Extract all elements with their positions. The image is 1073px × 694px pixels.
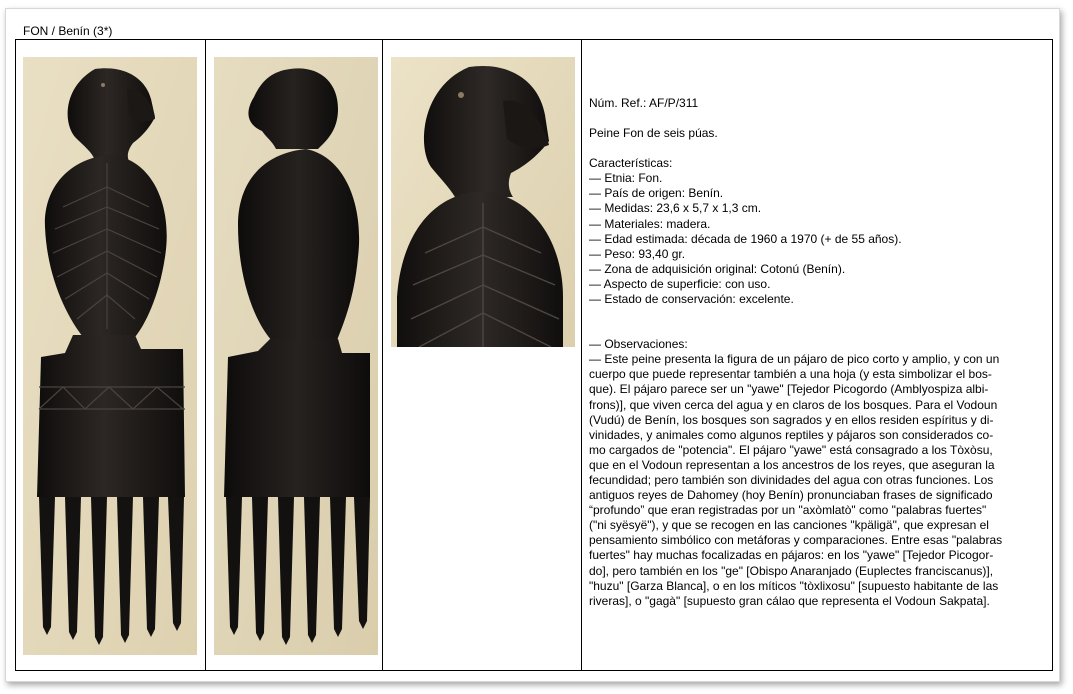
observations-line: mo cargados de "potencia". El pájaro "yawe" está consagrado a los Tòxòsu, — [589, 442, 993, 457]
observations-line: riveras], o "gagà" [supuesto gran cálao que representa el Vodoun Sakpata]. — [589, 593, 990, 608]
observations-title: — Observaciones: — [589, 337, 688, 352]
description-text — [589, 96, 1044, 609]
item-description: Peine Fon de seis púas. — [589, 126, 718, 141]
observations-line: fuertes" hay muchas focalizadas en pájaros: en los "yawe" [Tejedor Picogor- — [589, 548, 994, 563]
characteristic-age: — Edad estimada: década de 1960 a 1970 (+ de 55 años). — [589, 231, 902, 246]
observations-line: "huzu" [Garza Blanca], o en los míticos "tòxlixosu" [supuesto habitante de las — [589, 578, 999, 593]
characteristic-condition: — Estado de conservación: excelente. — [589, 292, 794, 307]
observations-line: “profundo” que eran registradas por un "axòmlatò" como "palabras fuertes" — [589, 503, 987, 518]
comb-head-detail-photo — [391, 57, 575, 347]
observations-line: ("ni syësyë"), y que se recogen en las canciones "kpäligä", que expresan el — [589, 518, 989, 533]
comb-back-photo — [214, 57, 378, 655]
observations-line: fecundidad; pero también son divinidades del agua con otras funciones. Los — [589, 472, 994, 487]
observations-line: que en el Vodoun representan a los ancestros de los reyes, que aseguran la — [589, 457, 995, 472]
observations-line: que). El pájaro parece ser un "yawe" [Tejedor Picogordo (Amblyospiza albi- — [589, 382, 989, 397]
observations-line: cuerpo que puede representar también a una hoja (y esta simbolizar el bos- — [589, 367, 992, 382]
document-sheet — [5, 8, 1060, 682]
observations-line: do], pero también en los "ge" [Obispo Anaranjado (Euplectes franciscanus)], — [589, 563, 994, 578]
characteristic-measures: — Medidas: 23,6 x 5,7 x 1,3 cm. — [589, 201, 762, 216]
comb-front-photo — [23, 57, 197, 655]
photo-cell-detail — [382, 40, 581, 670]
observations-line: (Vudú) de Benín, los bosques son sagrados y en ellos residen espíritus y di- — [589, 412, 994, 427]
characteristics-title: Características: — [589, 156, 673, 171]
observations-line: vinidades, y animales como algunos reptiles y pájaros son considerados co- — [589, 427, 994, 442]
catalog-table — [15, 39, 1053, 671]
description-cell — [581, 40, 1052, 670]
characteristic-weight: — Peso: 93,40 gr. — [589, 246, 686, 261]
characteristic-country: — País de origen: Benín. — [589, 186, 724, 201]
characteristic-ethnicity: — Etnia: Fon. — [589, 171, 663, 186]
observations-line: pensamiento simbólico con metáforas y comparaciones. Entre esas "palabras — [589, 533, 1003, 548]
characteristic-materials: — Materiales: madera. — [589, 216, 711, 231]
reference-number: Núm. Ref.: AF/P/311 — [589, 96, 699, 110]
photo-cell-front — [16, 40, 205, 670]
document-heading: FON / Benín (3*) — [23, 24, 113, 38]
observations-line: frons)], que viven cerca del agua y en claros de los bosques. Para el Vodoun — [589, 397, 998, 412]
photo-cell-back — [205, 40, 382, 670]
characteristic-surface: — Aspecto de superficie: con uso. — [589, 276, 771, 291]
characteristic-acquisition-zone: — Zona de adquisición original: Cotonú (Benín). — [589, 261, 846, 276]
observations-line: — Este peine presenta la figura de un pájaro de pico corto y amplio, y con un — [589, 352, 1000, 367]
observations-line: antiguos reyes de Dahomey (hoy Benín) pronunciaban frases de significado — [589, 488, 993, 503]
